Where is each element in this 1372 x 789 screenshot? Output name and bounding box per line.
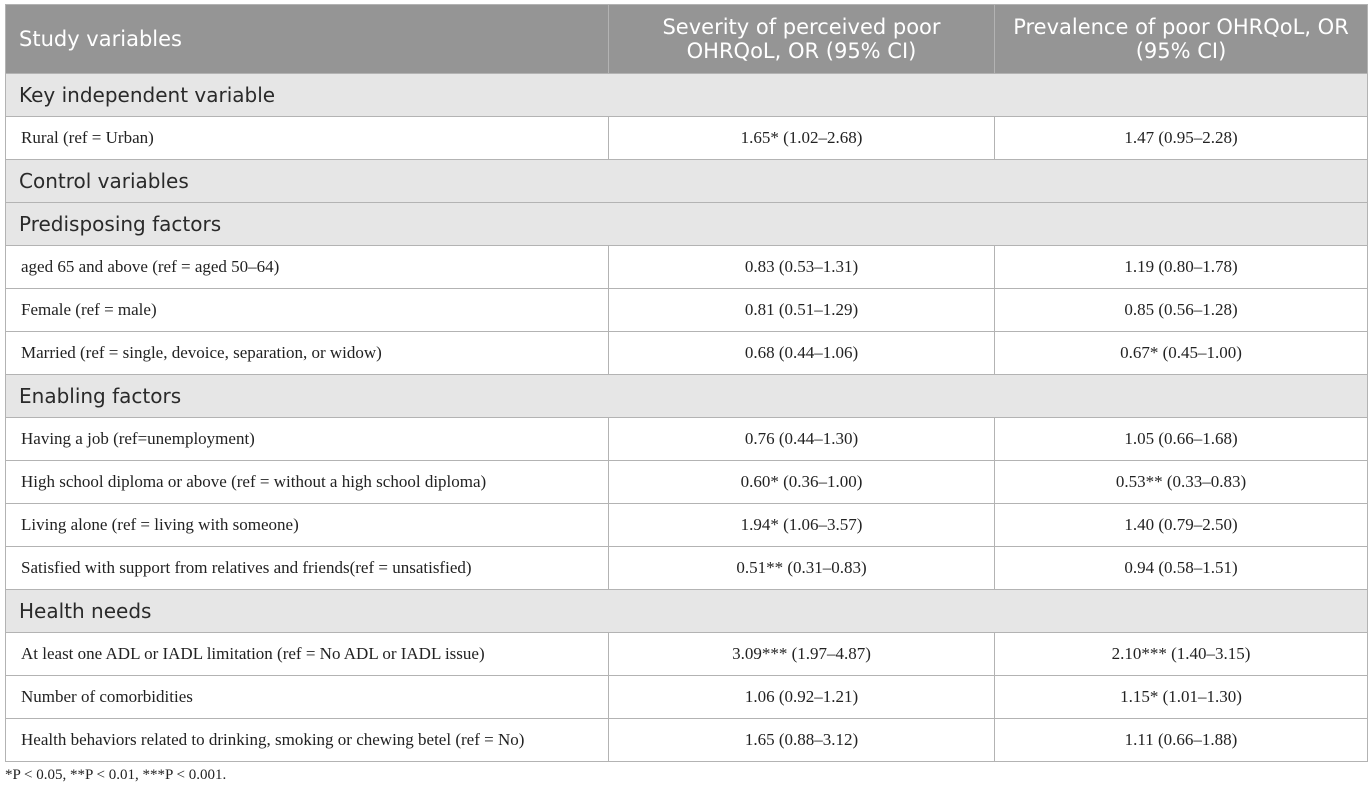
row-label: Having a job (ref=unemployment)	[6, 418, 609, 461]
section-row	[6, 74, 1368, 117]
row-prevalence: 0.94 (0.58–1.51)	[995, 547, 1368, 590]
table-row	[6, 676, 1368, 719]
row-prevalence: 1.15* (1.01–1.30)	[995, 676, 1368, 719]
table-row	[6, 719, 1368, 762]
row-label: Rural (ref = Urban)	[6, 117, 609, 160]
section-row	[6, 590, 1368, 633]
header-study-variables: Study variables	[6, 5, 609, 74]
row-severity: 0.81 (0.51–1.29)	[609, 289, 995, 332]
row-prevalence: 1.11 (0.66–1.88)	[995, 719, 1368, 762]
section-title: Key independent variable	[6, 74, 1368, 117]
section-row	[6, 160, 1368, 203]
row-severity: 3.09*** (1.97–4.87)	[609, 633, 995, 676]
row-label: aged 65 and above (ref = aged 50–64)	[6, 246, 609, 289]
section-row	[6, 375, 1368, 418]
row-prevalence: 0.85 (0.56–1.28)	[995, 289, 1368, 332]
row-prevalence: 0.53** (0.33–0.83)	[995, 461, 1368, 504]
section-title: Control variables	[6, 160, 1368, 203]
row-severity: 1.65* (1.02–2.68)	[609, 117, 995, 160]
row-severity: 0.83 (0.53–1.31)	[609, 246, 995, 289]
row-label: High school diploma or above (ref = without a high school diploma)	[6, 461, 609, 504]
row-prevalence: 1.47 (0.95–2.28)	[995, 117, 1368, 160]
table-row	[6, 633, 1368, 676]
row-label: Living alone (ref = living with someone)	[6, 504, 609, 547]
results-table	[5, 4, 1368, 762]
section-title: Health needs	[6, 590, 1368, 633]
table-row	[6, 246, 1368, 289]
row-label: Health behaviors related to drinking, smoking or chewing betel (ref = No)	[6, 719, 609, 762]
row-label: Number of comorbidities	[6, 676, 609, 719]
table-row	[6, 461, 1368, 504]
table-row	[6, 504, 1368, 547]
table-row	[6, 289, 1368, 332]
row-severity: 1.65 (0.88–3.12)	[609, 719, 995, 762]
table-footnote: *P < 0.05, **P < 0.01, ***P < 0.001.	[5, 767, 227, 783]
section-title: Predisposing factors	[6, 203, 1368, 246]
row-label: Female (ref = male)	[6, 289, 609, 332]
row-prevalence: 2.10*** (1.40–3.15)	[995, 633, 1368, 676]
table-row	[6, 418, 1368, 461]
header-prevalence: Prevalence of poor OHRQoL, OR (95% CI)	[995, 5, 1368, 74]
row-severity: 0.51** (0.31–0.83)	[609, 547, 995, 590]
row-prevalence: 1.05 (0.66–1.68)	[995, 418, 1368, 461]
section-title: Enabling factors	[6, 375, 1368, 418]
row-severity: 0.68 (0.44–1.06)	[609, 332, 995, 375]
table-row	[6, 117, 1368, 160]
table-header-row	[6, 5, 1368, 74]
row-severity: 1.06 (0.92–1.21)	[609, 676, 995, 719]
row-severity: 0.60* (0.36–1.00)	[609, 461, 995, 504]
row-label: Satisfied with support from relatives and friends(ref = unsatisfied)	[6, 547, 609, 590]
table-row	[6, 332, 1368, 375]
row-severity: 0.76 (0.44–1.30)	[609, 418, 995, 461]
row-prevalence: 1.40 (0.79–2.50)	[995, 504, 1368, 547]
row-prevalence: 1.19 (0.80–1.78)	[995, 246, 1368, 289]
section-row	[6, 203, 1368, 246]
table-row	[6, 547, 1368, 590]
row-severity: 1.94* (1.06–3.57)	[609, 504, 995, 547]
row-label: Married (ref = single, devoice, separation, or widow)	[6, 332, 609, 375]
row-label: At least one ADL or IADL limitation (ref = No ADL or IADL issue)	[6, 633, 609, 676]
row-prevalence: 0.67* (0.45–1.00)	[995, 332, 1368, 375]
header-severity: Severity of perceived poor OHRQoL, OR (95% CI)	[609, 5, 995, 74]
